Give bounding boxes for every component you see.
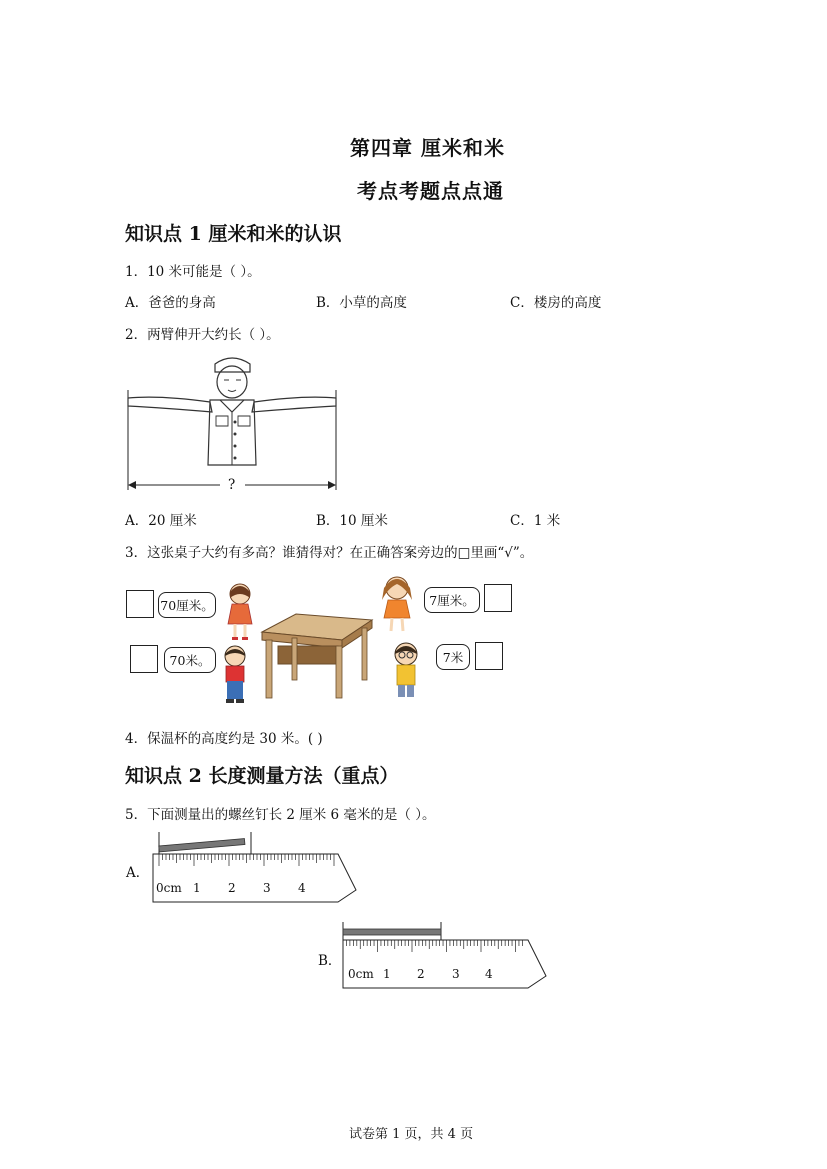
ruler-a-label-2: 2 — [228, 881, 236, 895]
ruler-b-label-2: 2 — [417, 967, 425, 981]
page-footer: 试卷第 1 页，共 4 页 — [349, 1127, 474, 1142]
ruler-b-label-1: 1 — [383, 967, 391, 981]
question-1: 1．10 米可能是（ ）。 — [125, 264, 261, 280]
girl-2-illustration — [376, 574, 418, 634]
boy-2-illustration — [388, 640, 424, 702]
ruler-b-label-3: 3 — [452, 967, 460, 981]
girl-1-illustration — [222, 582, 258, 642]
q2-figure-label: ? — [228, 477, 236, 493]
q1-option-c[interactable]: C．楼房的高度 — [510, 295, 602, 311]
boy-1-illustration — [218, 644, 252, 706]
question-5: 5．下面测量出的螺丝钉长 2 厘米 6 毫米的是（ ）。 — [125, 807, 436, 823]
ruler-a-label-4: 4 — [298, 881, 306, 895]
answer-box-3[interactable] — [484, 584, 512, 612]
section-heading-2: 知识点 2 长度测量方法（重点） — [125, 765, 399, 787]
q1-option-b[interactable]: B．小草的高度 — [316, 295, 407, 311]
question-4: 4．保温杯的高度约是 30 米。( ) — [125, 731, 323, 747]
q2-option-a[interactable]: A．20 厘米 — [125, 513, 197, 529]
ruler-b — [340, 920, 552, 992]
q1-option-a[interactable]: A．爸爸的身高 — [125, 295, 216, 311]
speech-bubble-4: 7米 — [436, 644, 470, 670]
q2-option-b[interactable]: B．10 厘米 — [316, 513, 388, 529]
page-subtitle: 考点考题点点通 — [357, 179, 504, 203]
answer-box-4[interactable] — [475, 642, 503, 670]
section-heading-1: 知识点 1 厘米和米的认识 — [125, 223, 342, 245]
question-3: 3．这张桌子大约有多高？谁猜得对？在正确答案旁边的□里画“√”。 — [125, 545, 534, 561]
ruler-b-label-4: 4 — [485, 967, 493, 981]
speech-bubble-1: 70厘米。 — [158, 592, 216, 618]
q2-option-c[interactable]: C．1 米 — [510, 513, 561, 529]
desk-illustration — [256, 610, 376, 702]
speech-bubble-3: 7厘米。 — [424, 587, 480, 613]
speech-bubble-2: 70米。 — [164, 647, 216, 673]
question-2: 2．两臂伸开大约长（ ）。 — [125, 327, 280, 343]
ruler-b-label-0: 0cm — [348, 967, 374, 981]
answer-box-1[interactable] — [126, 590, 154, 618]
ruler-a-label-0: 0cm — [156, 881, 182, 895]
answer-box-2[interactable] — [130, 645, 158, 673]
page-title: 第四章 厘米和米 — [350, 136, 505, 160]
ruler-a-label-1: 1 — [193, 881, 201, 895]
q5-option-a[interactable]: A． — [126, 865, 150, 881]
q5-option-b[interactable]: B． — [318, 953, 342, 969]
ruler-a-label-3: 3 — [263, 881, 271, 895]
